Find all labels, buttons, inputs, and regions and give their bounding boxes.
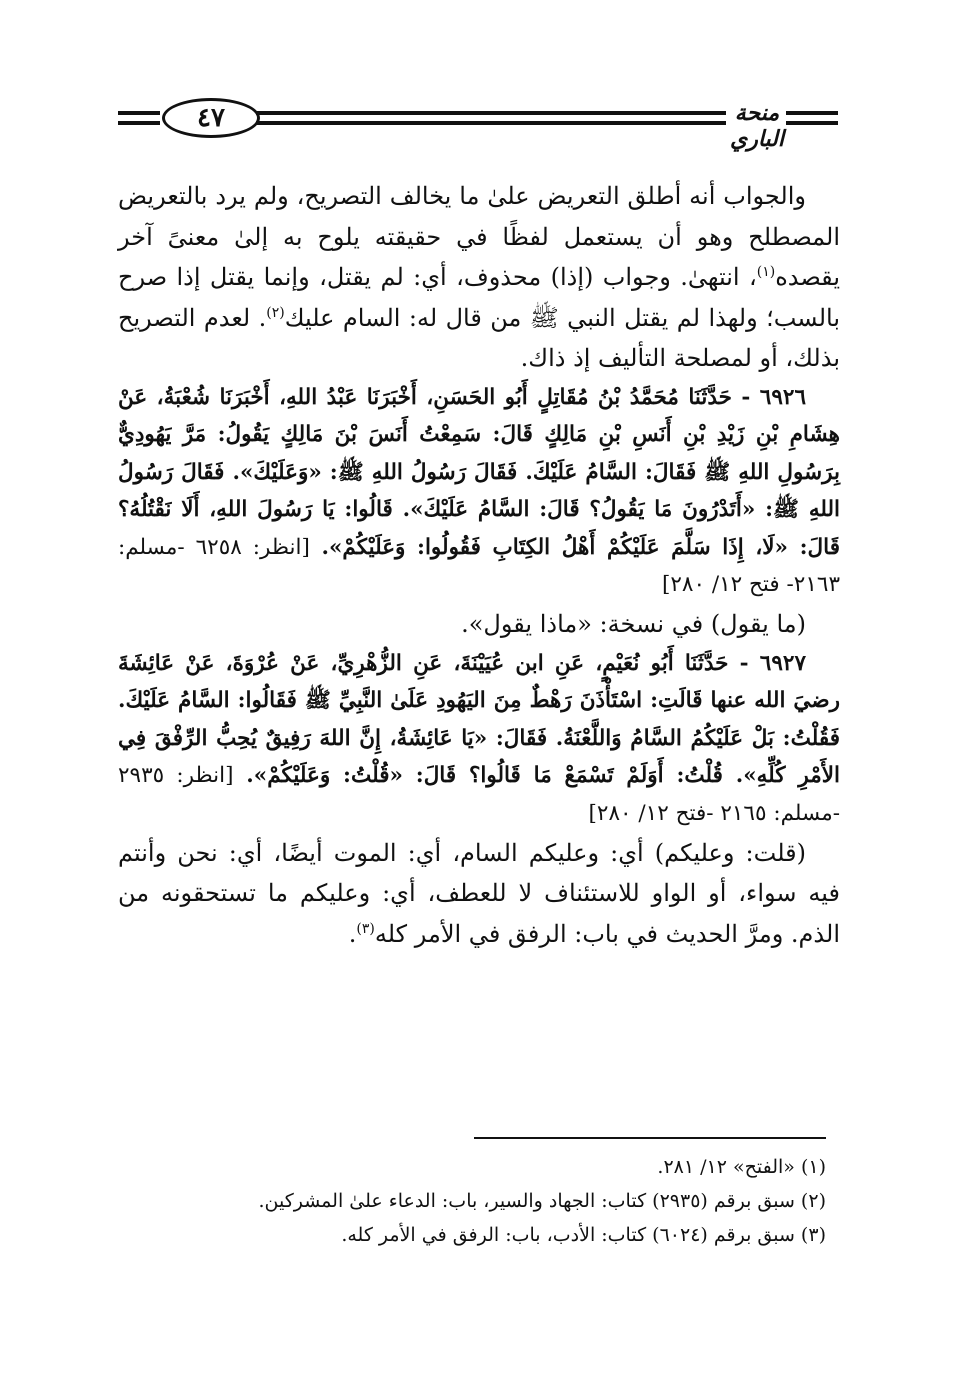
page-number: ٤٧ xyxy=(162,98,260,138)
page-header xyxy=(118,92,838,152)
commentary-text: (قلت: وعليكم) أي: وعليكم السام، أي: الموت أيضًا، أي: نحن وأنتم فيه سواء، أو الواو للاستئناف لا للعطف، أي: وعليكم ما تستحقونه من الذم. ومرَّ الحديث في باب: الرفق في الأمر كله xyxy=(118,838,840,948)
footnotes xyxy=(118,1150,826,1252)
footnote-marker: (٢) xyxy=(266,304,285,321)
commentary-paragraph xyxy=(118,604,840,645)
header-rule xyxy=(256,111,726,115)
header-rule xyxy=(786,121,838,125)
header-rule xyxy=(256,121,726,125)
footnote-divider xyxy=(474,1137,826,1139)
page-body xyxy=(118,176,840,954)
footnote: (١) «الفتح» ١٢/ ٢٨١. xyxy=(657,1156,826,1178)
hadith-reference: [انظر: ٢٩٣٥ -مسلم: ٢١٦٥ -فتح ١٢/ ٢٨٠] xyxy=(118,763,840,826)
hadith-reference: [انظر: ٦٢٥٨ -مسلم: ٢١٦٣- فتح ١٢/ ٢٨٠] xyxy=(118,534,840,598)
footnote-marker: (٣) xyxy=(356,920,375,937)
footnote: (٣) سبق برقم (٦٠٢٤) كتاب: الأدب، باب: الرفق في الأمر كله. xyxy=(341,1224,826,1246)
header-rule xyxy=(118,111,160,115)
header-rule xyxy=(118,121,160,125)
header-rule xyxy=(786,111,838,115)
hadith-paragraph xyxy=(118,379,840,605)
hadith-paragraph xyxy=(118,645,840,833)
commentary-text: (ما يقول) في نسخة: «ماذا يقول». xyxy=(461,610,806,639)
footnote: (٢) سبق برقم (٢٩٣٥) كتاب: الجهاد والسير، باب: الدعاء علىٰ المشركين. xyxy=(258,1190,826,1212)
commentary-text: والجواب أنه أطلق التعريض علىٰ ما يخالف التصريح، ولم يرد بالتعريض المصطلح وهو أن يستعمل لفظًا في حقيقته يلوح به إلىٰ معنىً آخر يقصده xyxy=(118,182,840,291)
hadith-text: ٦٩٢٧ - حَدَّثَنَا أَبُو نُعَيْمٍ، عَنِ ابن عُيَيْنَةَ، عَنِ الزُّهْرِيِّ، عَنْ عُرْوَةَ، عَنْ عَائِشَةَ رضيَ الله عنها قَالَتِ: اسْتَأْذَنَ رَهْطٌ مِنَ اليَهُودِ عَلَىٰ النَّبِيِّ ﷺ فَقَالُوا: السَّامُ عَلَيْكَ. فَقُلْتُ: بَلْ عَلَيْكُمُ السَّامُ وَاللَّعْنَةُ. فَقَالَ: «يَا عَائِشَةُ، إِنَّ اللهَ رَفِيقٌ يُحِبُّ الرِّفْقَ فِي الأَمْرِ كُلِّهِ». قُلْتُ: أَوَلَمْ تَسْمَعْ مَا قَالُوا؟ قَالَ: «قُلْتُ: وَعَلَيْكُمْ». xyxy=(118,650,840,789)
book-title: منحة الباري xyxy=(729,100,784,152)
hadith-text: ٦٩٢٦ - حَدَّثَنَا مُحَمَّدُ بْنُ مُقَاتِلٍ أَبُو الحَسَنِ، أَخْبَرَنَا عَبْدُ اللهِ، أَخْبَرَنَا شُعْبَةُ، عَنْ هِشَامِ بْنِ زَيْدِ بْنِ أَنَسِ بْنِ مَالِكٍ قَالَ: سَمِعْتُ أَنَسَ بْنَ مَالِكٍ يَقُولُ: مَرَّ يَهُودِيٌّ بِرَسُولِ اللهِ ﷺ فَقَالَ: السَّامُ عَلَيْكَ. فَقَالَ رَسُولُ اللهِ ﷺ: «وَعَلَيْكَ». فَقَالَ رَسُولُ اللهِ ﷺ: «أَتَدْرُونَ مَا يَقُولُ؟ قَالَ: السَّامُ عَلَيْكَ». قَالُوا: يَا رَسُولَ اللهِ، أَلَا نَقْتُلُهُ؟ قَالَ: «لَا، إِذَا سَلَّمَ عَلَيْكُمْ أَهْلُ الكِتَابِ فَقُولُوا: وَعَلَيْكُمْ». xyxy=(118,384,840,560)
commentary-text: . xyxy=(348,919,357,948)
commentary-paragraph xyxy=(118,176,840,379)
commentary-paragraph xyxy=(118,833,840,955)
footnote-marker: (١) xyxy=(756,264,776,280)
commentary-text: . لعدم التصريح بذلك، أو لمصلحة التأليف إذ ذاك. xyxy=(118,303,840,372)
commentary-text: ، انتهىٰ. وجواب (إذا) محذوف، أي: لم يقتل، وإنما يقتل إذا صرح بالسب؛ ولهذا لم يقتل النبي ﷺ من قال له: السام عليك xyxy=(118,263,841,332)
